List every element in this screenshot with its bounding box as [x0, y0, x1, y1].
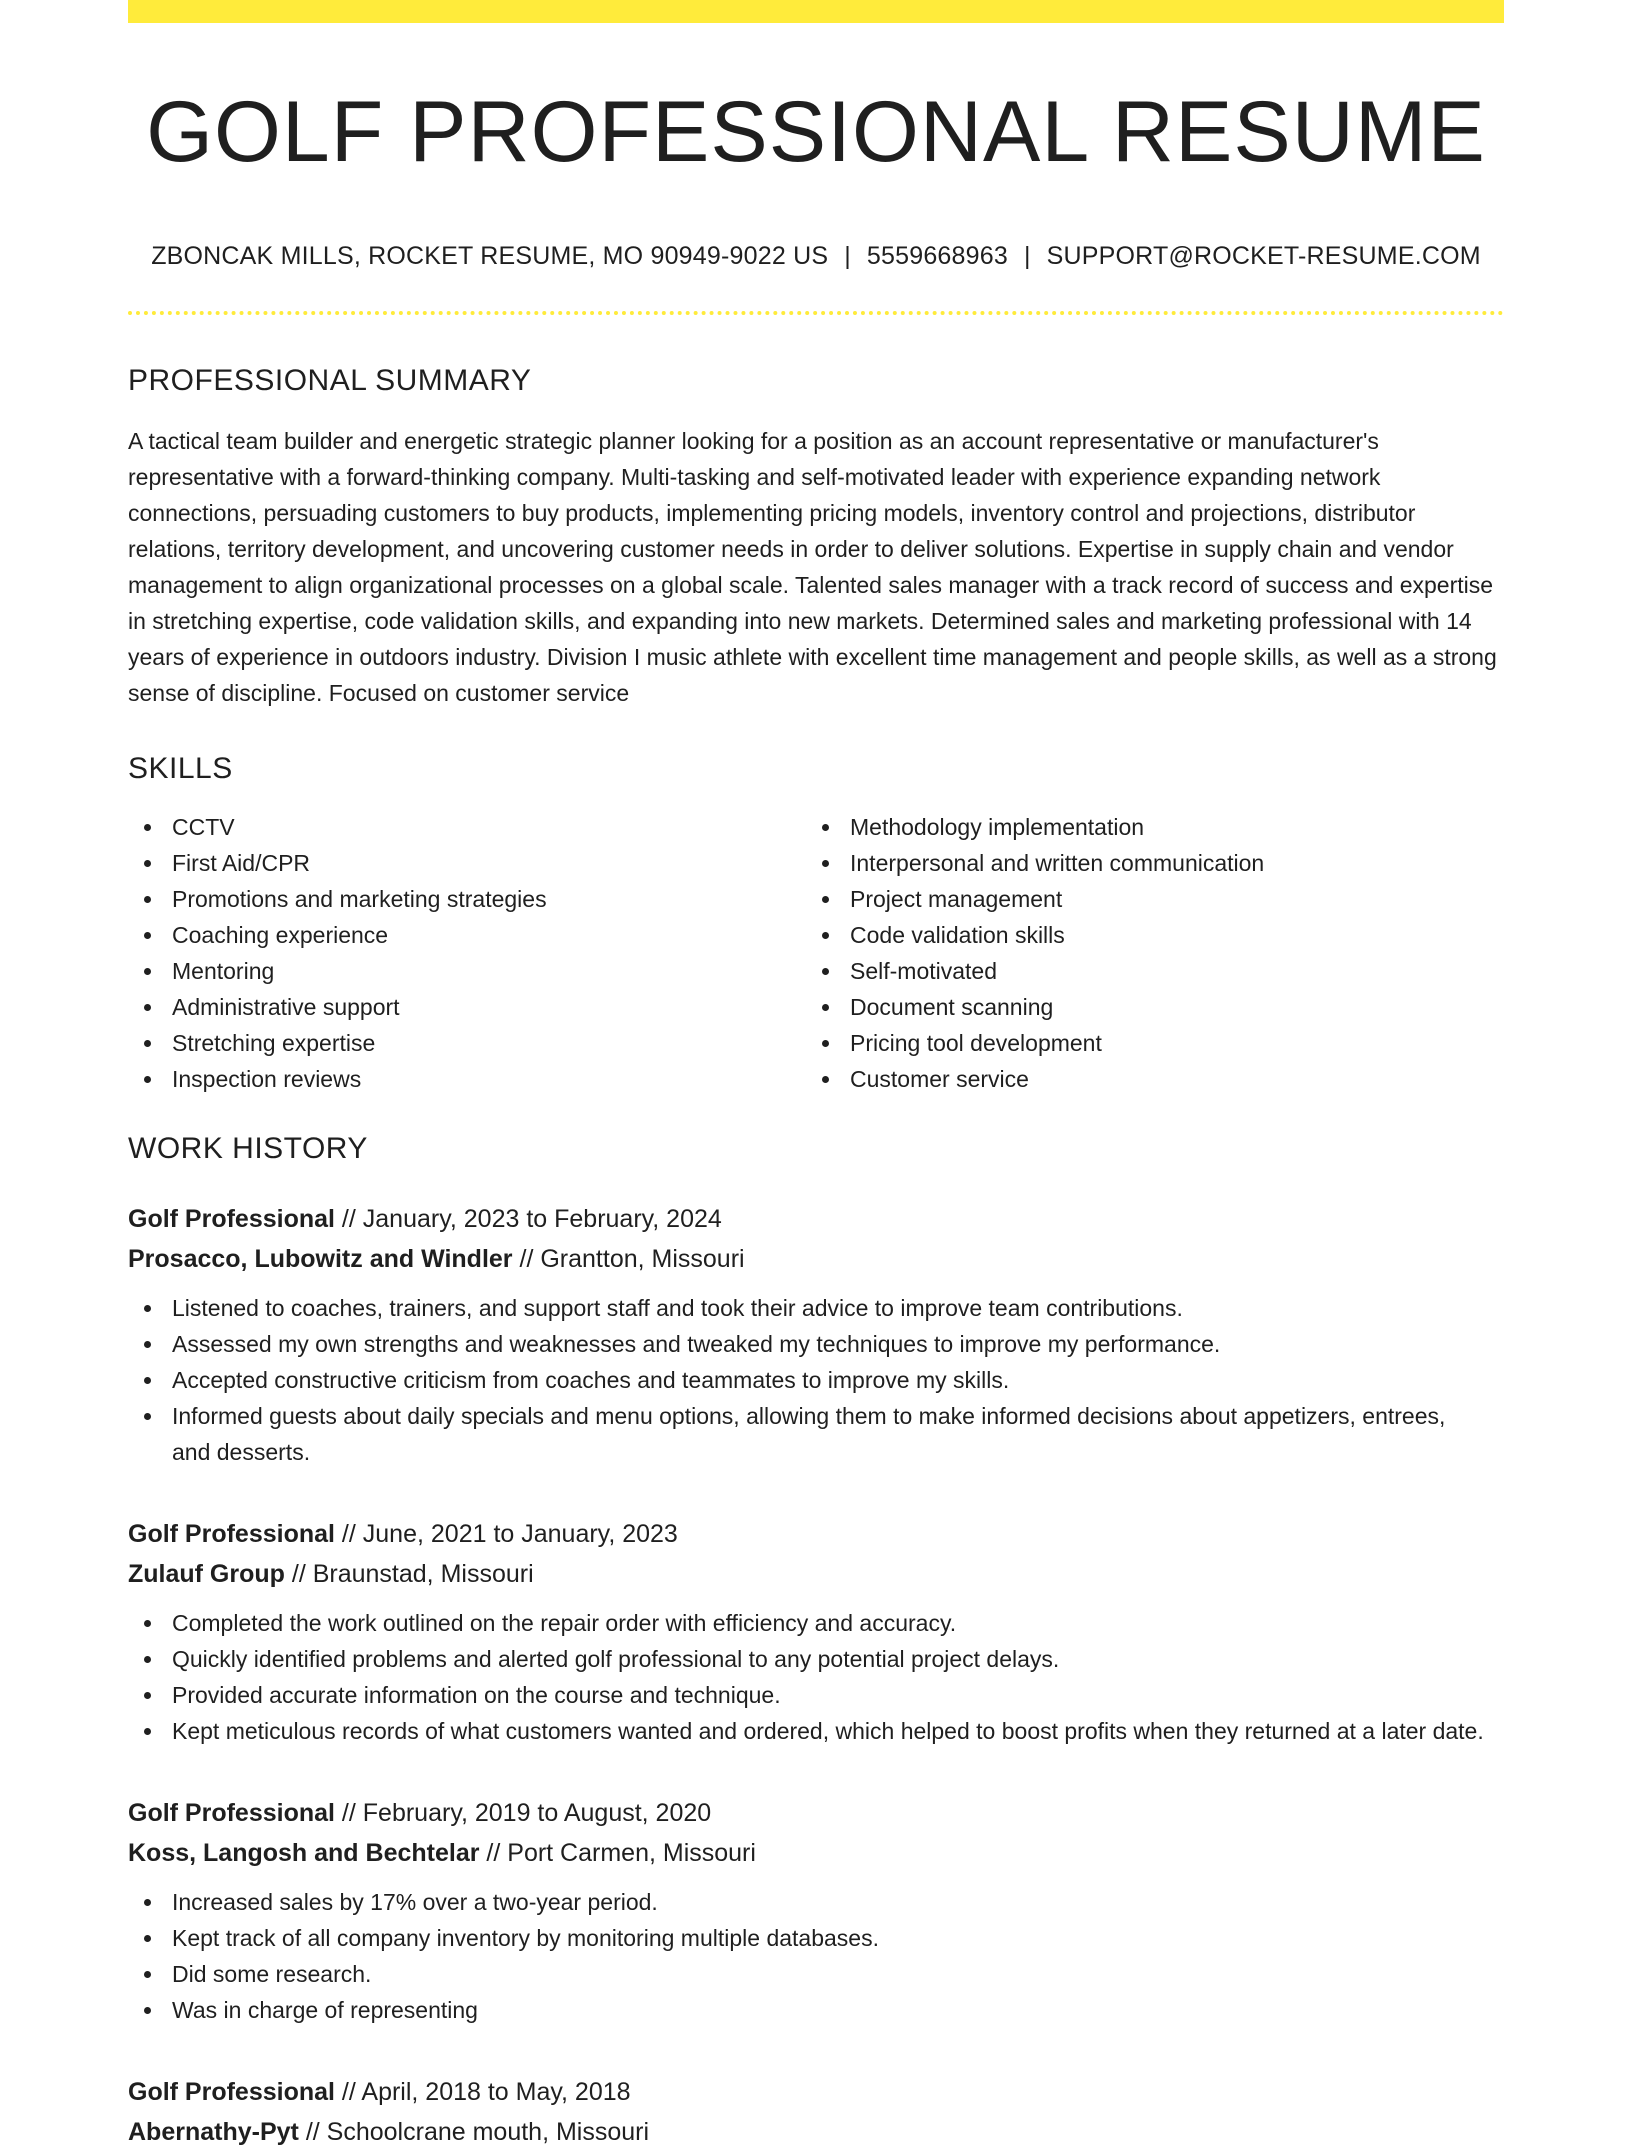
skill-item: Administrative support [128, 989, 806, 1025]
job-delimiter: // [284, 1560, 313, 1588]
work-history-heading: WORK HISTORY [128, 1132, 368, 1165]
skills-columns [128, 809, 1504, 1097]
job-company: Koss, Langosh and Bechtelar [128, 1839, 480, 1867]
job-title-line [128, 2072, 1504, 2112]
job-delimiter: // [298, 2118, 327, 2146]
job-company-line [128, 1833, 1504, 1873]
job-dates: April, 2018 to May, 2018 [361, 2078, 631, 2106]
skill-item: Coaching experience [128, 917, 806, 953]
job-location: Schoolcrane mouth, Missouri [326, 2118, 650, 2146]
summary-heading: PROFESSIONAL SUMMARY [128, 364, 532, 397]
summary-text: A tactical team builder and energetic strategic planner looking for a position as an account representative or manufacturer's representative with a forward-thinking company. Multi-tasking and self-motivated leader with experience expanding network connections, persuading customers to buy products, implementing pricing models, inventory control and projections, distributor relations, territory development, and uncovering customer needs in order to deliver solutions. Expertise in supply chain and vendor management to align organizational processes on a global scale. Talented sales manager with a track record of success and expertise in stretching expertise, code validation skills, and expanding into new markets. Determined sales and marketing professional with 14 years of experience in outdoors industry. Division I music athlete with excellent time management and people skills, as well as a strong sense of discipline. Focused on customer service [128, 428, 1497, 706]
contact-address: ZBONCAK MILLS, ROCKET RESUME, MO 90949-9022 US [151, 242, 829, 270]
job-entry [128, 2072, 1504, 2152]
job-company: Abernathy-Pyt [128, 2118, 299, 2146]
skill-item: Promotions and marketing strategies [128, 881, 806, 917]
skill-item: First Aid/CPR [128, 845, 806, 881]
contact-phone: 5559668963 [866, 242, 1008, 270]
job-entry [128, 1199, 1504, 1470]
job-delimiter: // [512, 1245, 541, 1273]
job-delimiter: // [479, 1839, 508, 1867]
contact-separator: | [844, 242, 851, 270]
job-delimiter: // [334, 2078, 362, 2106]
skill-item: Self-motivated [806, 953, 1484, 989]
job-company-line [128, 2112, 1504, 2152]
work-history-list [128, 1199, 1504, 2152]
job-title: Golf Professional [128, 1205, 335, 1233]
job-entry [128, 1514, 1504, 1749]
job-entry [128, 1793, 1504, 2028]
job-duty-item: Listened to coaches, trainers, and support staff and took their advice to improve team contributions. [128, 1290, 1504, 1326]
job-dates: February, 2019 to August, 2020 [362, 1799, 712, 1827]
job-duty-item: Kept track of all company inventory by monitoring multiple databases. [128, 1920, 1504, 1956]
job-company: Zulauf Group [128, 1560, 285, 1588]
job-delimiter: // [334, 1799, 363, 1827]
job-delimiter: // [334, 1205, 363, 1233]
skill-item: Project management [806, 881, 1484, 917]
job-duty-item: Increased sales by 17% over a two-year period. [128, 1884, 1504, 1920]
job-location: Grantton, Missouri [540, 1245, 745, 1273]
skill-item: Stretching expertise [128, 1025, 806, 1061]
skill-item: Methodology implementation [806, 809, 1484, 845]
job-delimiter: // [334, 1520, 363, 1548]
skill-item: Pricing tool development [806, 1025, 1484, 1061]
top-accent-bar [128, 0, 1504, 23]
dotted-divider [128, 311, 1504, 315]
resume-title: GOLF PROFESSIONAL RESUME [146, 84, 1486, 180]
contact-line [128, 241, 1504, 271]
job-location: Port Carmen, Missouri [507, 1839, 756, 1867]
skill-item: Document scanning [806, 989, 1484, 1025]
job-duty-item: Completed the work outlined on the repair order with efficiency and accuracy. [128, 1605, 1504, 1641]
job-location: Braunstad, Missouri [312, 1560, 534, 1588]
job-duty-item: Accepted constructive criticism from coaches and teammates to improve my skills. [128, 1362, 1504, 1398]
contact-email: SUPPORT@ROCKET-RESUME.COM [1046, 242, 1481, 270]
skill-item: Code validation skills [806, 917, 1484, 953]
skill-item: Interpersonal and written communication [806, 845, 1484, 881]
job-company-line [128, 1239, 1504, 1279]
job-duty-item: Was in charge of representing [128, 1992, 1504, 2028]
job-duties-list [128, 1884, 1504, 2028]
job-duty-item: Provided accurate information on the course and technique. [128, 1677, 1504, 1713]
job-title-line [128, 1514, 1504, 1554]
skill-item: Inspection reviews [128, 1061, 806, 1097]
job-duties-list [128, 1605, 1504, 1749]
job-dates: January, 2023 to February, 2024 [362, 1205, 722, 1233]
job-duty-item: Did some research. [128, 1956, 1504, 1992]
job-title-line [128, 1199, 1504, 1239]
job-duties-list [128, 1290, 1504, 1470]
job-duty-item: Assessed my own strengths and weaknesses and tweaked my techniques to improve my performance. [128, 1326, 1504, 1362]
skill-item: Customer service [806, 1061, 1484, 1097]
job-duty-item: Informed guests about daily specials and menu options, allowing them to make informed decisions about appetizers, entrees, and desserts. [128, 1398, 1504, 1470]
resume-page [128, 0, 1504, 2152]
skills-list-left [128, 809, 806, 1097]
skill-item: Mentoring [128, 953, 806, 989]
job-company-line [128, 1554, 1504, 1594]
job-title: Golf Professional [128, 2078, 335, 2106]
job-company: Prosacco, Lubowitz and Windler [128, 1245, 513, 1273]
skills-list-right [806, 809, 1484, 1097]
job-title: Golf Professional [128, 1799, 335, 1827]
job-dates: June, 2021 to January, 2023 [362, 1520, 678, 1548]
job-title-line [128, 1793, 1504, 1833]
skills-heading: SKILLS [128, 752, 233, 785]
skill-item: CCTV [128, 809, 806, 845]
job-title: Golf Professional [128, 1520, 335, 1548]
job-duty-item: Kept meticulous records of what customers wanted and ordered, which helped to boost profits when they returned at a later date. [128, 1713, 1504, 1749]
job-duty-item: Quickly identified problems and alerted golf professional to any potential project delays. [128, 1641, 1504, 1677]
contact-separator: | [1023, 242, 1031, 270]
